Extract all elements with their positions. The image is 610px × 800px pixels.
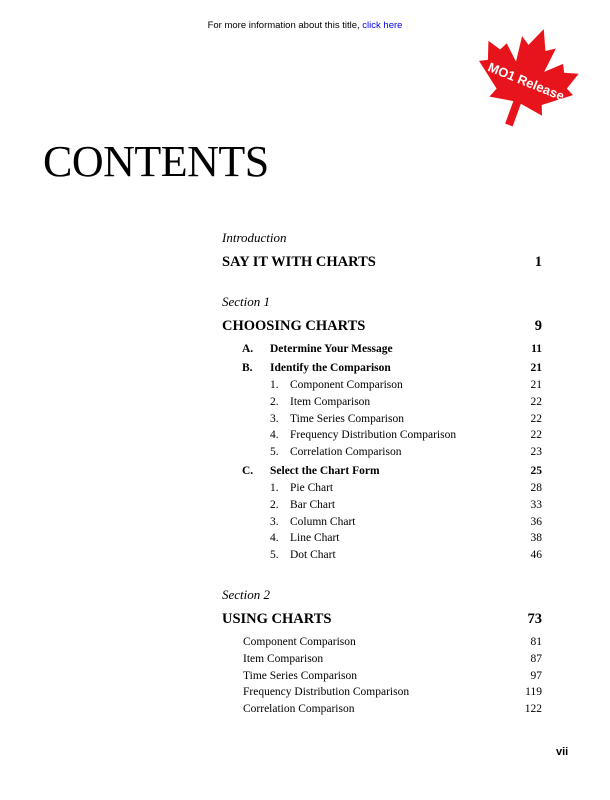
item-number: 2. [270, 498, 279, 511]
subsection-c[interactable] [222, 463, 542, 480]
item-number: 3. [270, 515, 279, 528]
section1-title: CHOOSING CHARTS [222, 318, 366, 334]
info-text: For more information about this title, [207, 20, 360, 31]
section1-kicker: Section 1 [222, 294, 271, 309]
section2-block [222, 586, 542, 718]
item-number: 3. [270, 412, 279, 425]
section2-kicker: Section 2 [222, 586, 271, 602]
item-page: 22 [530, 429, 542, 442]
subsection-label: Determine Your Message [270, 343, 393, 355]
subsection-page: 21 [530, 362, 542, 374]
toc-item[interactable] [222, 480, 542, 497]
item-label: Dot Chart [290, 549, 336, 562]
section1-page: 9 [534, 318, 542, 334]
item-label: Component Comparison [243, 635, 356, 648]
item-label: Time Series Comparison [243, 669, 357, 682]
toc-item[interactable] [222, 497, 542, 514]
subsection-letter: C. [242, 464, 254, 477]
toc-item[interactable] [222, 668, 542, 685]
item-label: Item Comparison [290, 395, 371, 408]
item-number: 1. [270, 481, 279, 494]
subsection-letter: A. [242, 343, 254, 355]
section2-title: USING CHARTS [222, 610, 332, 627]
item-page: 81 [530, 635, 542, 648]
toc-item[interactable] [222, 427, 542, 444]
subsection-a[interactable] [222, 341, 542, 358]
item-label: Correlation Comparison [290, 446, 402, 459]
toc-item[interactable] [222, 701, 542, 718]
item-page: 22 [530, 412, 542, 425]
item-page: 97 [530, 669, 542, 682]
item-number: 4. [270, 429, 279, 442]
section2-page: 73 [527, 610, 542, 627]
item-page: 38 [530, 532, 542, 545]
item-page: 28 [530, 481, 542, 494]
maple-leaf-icon [466, 22, 586, 134]
toc-item[interactable] [222, 411, 542, 428]
section1-block [222, 293, 542, 564]
toc-item[interactable] [222, 547, 542, 564]
table-of-contents [222, 229, 542, 740]
item-page: 21 [530, 379, 542, 391]
item-number: 1. [270, 379, 279, 391]
subsection-page: 25 [530, 464, 542, 477]
toc-item[interactable] [222, 444, 542, 461]
item-page: 87 [530, 652, 542, 665]
item-label: Bar Chart [290, 498, 336, 511]
item-label: Frequency Distribution Comparison [290, 429, 457, 442]
subsection-label: Identify the Comparison [270, 362, 391, 374]
toc-item[interactable] [222, 377, 542, 394]
click-here-link[interactable]: click here [362, 20, 403, 31]
item-label: Time Series Comparison [290, 412, 404, 425]
item-page: 122 [524, 703, 542, 716]
toc-item[interactable] [222, 394, 542, 411]
item-label: Column Chart [290, 515, 356, 528]
intro-title: SAY IT WITH CHARTS [222, 254, 376, 270]
intro-block [222, 229, 542, 272]
badge-text: MO1 Release [485, 59, 567, 104]
page-number: vii [556, 746, 569, 758]
item-label: Pie Chart [290, 481, 334, 494]
item-page: 33 [530, 498, 542, 511]
item-page: 119 [525, 686, 542, 699]
item-label: Component Comparison [290, 379, 403, 391]
item-label: Line Chart [290, 532, 340, 545]
item-number: 5. [270, 446, 279, 459]
item-page: 23 [530, 446, 542, 459]
subsection-page: 11 [531, 343, 542, 355]
item-page: 22 [530, 395, 542, 408]
section1-entry[interactable] [222, 316, 542, 336]
item-label: Correlation Comparison [243, 703, 355, 716]
toc-item[interactable] [222, 684, 542, 701]
toc-item[interactable] [222, 634, 542, 651]
item-number: 4. [270, 532, 279, 545]
item-page: 36 [530, 515, 542, 528]
section2-entry[interactable] [222, 609, 542, 629]
item-page: 46 [530, 549, 542, 562]
toc-item[interactable] [222, 514, 542, 531]
subsection-letter: B. [242, 362, 253, 374]
intro-kicker: Introduction [222, 230, 287, 245]
item-number: 5. [270, 549, 279, 562]
item-label: Frequency Distribution Comparison [243, 686, 410, 699]
item-label: Item Comparison [243, 652, 324, 665]
subsection-b[interactable] [222, 360, 542, 377]
intro-entry[interactable] [222, 252, 542, 272]
toc-item[interactable] [222, 530, 542, 547]
item-number: 2. [270, 395, 279, 408]
intro-page: 1 [534, 254, 542, 270]
toc-item[interactable] [222, 651, 542, 668]
subsection-label: Select the Chart Form [270, 464, 380, 477]
page-title: CONTENTS [43, 137, 269, 186]
